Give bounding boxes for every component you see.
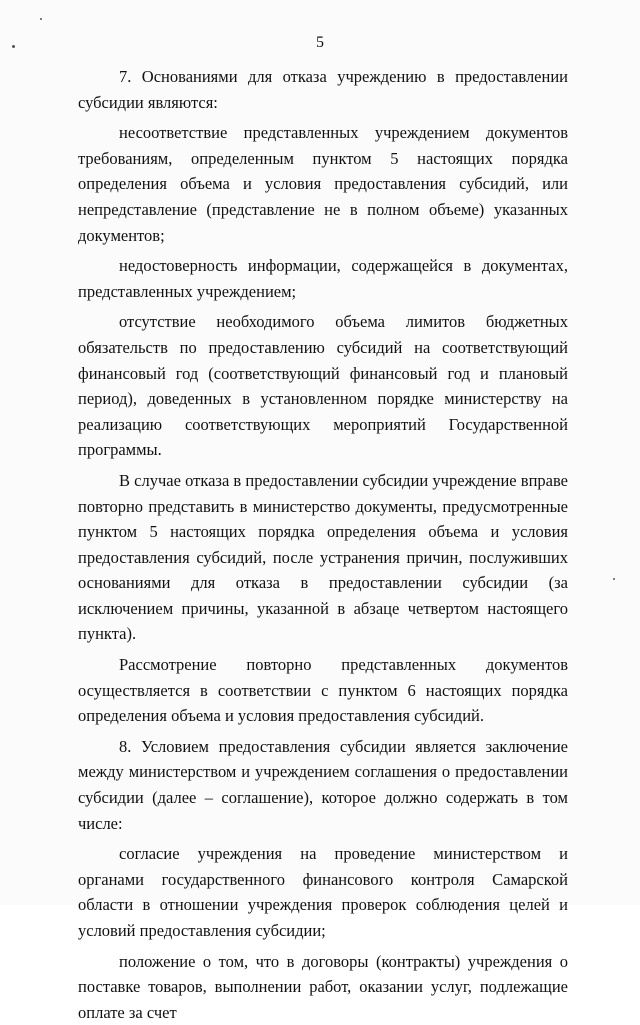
paragraph-reason-inaccuracy: недостоверность информации, содержащейся в документах, представленных учреждением; [78, 256, 568, 301]
paragraph-reason-limits: отсутствие необходимого объема лимитов бюджетных обязательств по предоставлению субсидий на соответствующий финансовый год (соответствующий финансовый год и плановый период), доведенных в установленном порядке министерству на реализацию соответствующих мероприятий Государственной программы. [78, 312, 568, 460]
paragraph-8-heading: 8. Условием предоставления субсидии является заключение между министерством и учреждением соглашения о предоставлении субсидии (далее – соглашение), которое должно содержать в том числе: [78, 736, 568, 833]
document-body [78, 64, 568, 1025]
page-number: 5 [316, 34, 324, 51]
paragraph-review: Рассмотрение повторно представленных документов осуществляется в соответствии с пунктом 6 настоящих порядка определения объема и условия предоставления субсидий. [78, 655, 568, 726]
scan-speck [12, 45, 15, 48]
scan-speck [40, 18, 42, 20]
paragraph-contracts: положение о том, что в договоры (контракты) учреждения о поставке товаров, выполнении работ, оказании услуг, подлежащие оплате за счет [78, 951, 568, 1022]
paragraph-reason-noncompliance: несоответствие представленных учреждением документов требованиям, определенным пунктом 5 настоящих порядка определения объема и условия предоставления субсидий, или непредставление (представление не в полном объеме) указанных документов; [78, 123, 568, 245]
paragraph-7-heading: 7. Основаниями для отказа учреждению в предоставлении субсидии являются: [78, 67, 568, 112]
paragraph-consent: согласие учреждения на проведение министерством и органами государственного финансового контроля Самарской области в отношении учреждения проверок соблюдения целей и условий предоставления субсидии; [78, 844, 568, 940]
scan-speck [613, 578, 615, 580]
paragraph-resubmission: В случае отказа в предоставлении субсидии учреждение вправе повторно представить в министерство документы, предусмотренные пунктом 5 настоящих порядка определения объема и условия предоставления субсидий, после устранения причин, послуживших основаниями для отказа в предоставлении субсидии (за исключением причины, указанной в абзаце четвертом настоящего пункта). [78, 470, 568, 644]
